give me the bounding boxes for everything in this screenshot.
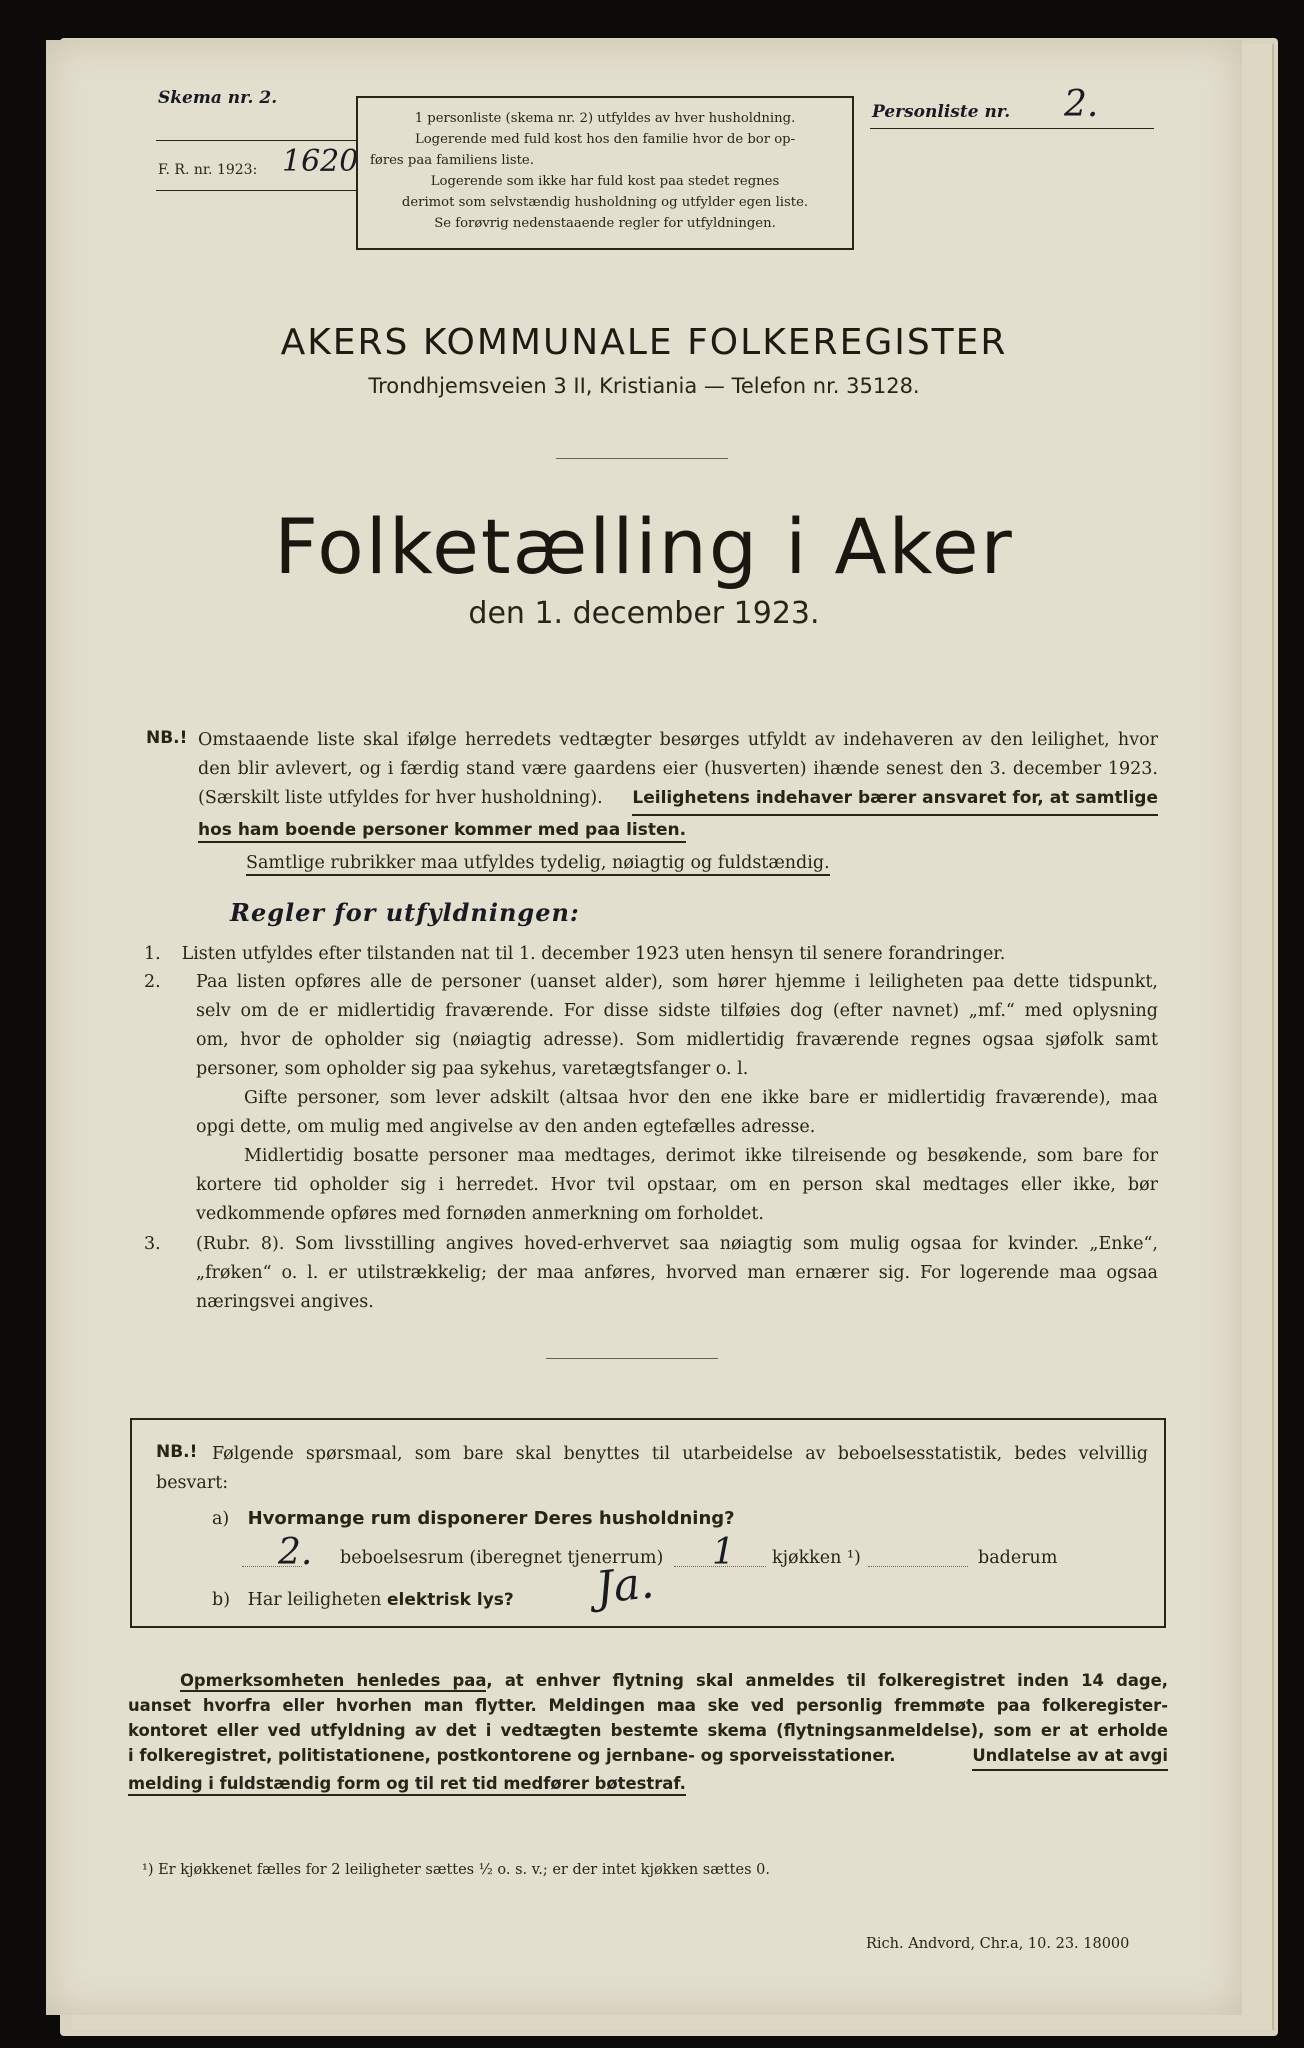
- nb1-line-5: [198, 849, 1158, 878]
- box-line-5: derimot som selvstændig husholdning og utfylder egen liste.: [401, 195, 809, 210]
- nb2-intro-line-2: besvart:: [156, 1473, 229, 1493]
- kitchen-label: kjøkken ¹): [772, 1548, 861, 1568]
- office-address: Trondhjemsveien 3 II, Kristiania — Telefon nr. 35128.: [368, 374, 920, 398]
- question-b-bold: elektrisk lys?: [387, 1590, 514, 1610]
- notice-penalty-2: melding i fuldstændig form og til ret tid medfører bøtestraf.: [128, 1774, 686, 1796]
- box-line-3: føres paa familiens liste.: [370, 153, 534, 168]
- fr-number-label: F. R. nr. 1923:: [158, 162, 258, 178]
- rooms-answer-row: [242, 1532, 1142, 1580]
- rule-2-line-7: Midlertidig bosatte personer maa medtages, derimot ikke tilreisende og besøkende, som bare for: [244, 1146, 1158, 1166]
- box-line-4: Logerende som ikke har fuld kost paa stedet regnes: [430, 174, 780, 189]
- kitchen-value: 1: [712, 1532, 735, 1573]
- notice-underline-start: [180, 1690, 486, 1692]
- nb2-label: NB.!: [156, 1442, 198, 1462]
- notice-line-4: [128, 1743, 1168, 1771]
- rule-2-line-4: personer, som opholder sig paa sykehus, varetægtsfanger o. l.: [196, 1059, 749, 1079]
- rule-3-line-1: (Rubr. 8). Som livsstilling angives hoved-erhvervet saa nøiagtig som mulig ogsaa for kvinder. „Enke“,: [196, 1234, 1158, 1254]
- printer-imprint: Rich. Andvord, Chr.a, 10. 23. 18000: [866, 1936, 1130, 1952]
- rule-2-line-5: Gifte personer, som lever adskilt (altsaa hvor den ene ikke bare er midlertidig fraværende), maa: [244, 1088, 1158, 1108]
- rule-3-line-3: næringsvei angives.: [196, 1292, 374, 1312]
- notice-line-4-text: i folkeregistret, politistationene, postkontorene og jernbane- og sporveisstationer.: [128, 1746, 896, 1765]
- nb1-line-3: [198, 784, 1158, 816]
- nb1-line-2: den blir avlevert, og i færdig stand være gaardens eier (husverten) ihænde senest den 3. december 1923.: [198, 759, 1158, 779]
- notice-line-1: Opmerksomheten henledes paa, at enhver flytning skal anmeldes til folkeregistret inden 14 dage,: [180, 1671, 1168, 1690]
- personliste-rule: [870, 128, 1154, 129]
- rule-2-line-8: kortere tid opholder sig i herredet. Hvor tvil opstaar, om en person skal medtages eller ikke, bør: [196, 1175, 1158, 1195]
- notice-line-2: uanset hvorfra eller hvorhen man flytter. Meldingen maa ske ved personlig fremmøte paa folkeregister-: [128, 1696, 1168, 1715]
- notice-line-3: kontoret eller ved utfyldning av det i vedtægten bestemte skema (flytningsanmeldelse), som er at erholde: [128, 1721, 1168, 1740]
- fr-number-value: 1620: [282, 144, 359, 179]
- rule-2-number: 2.: [144, 972, 161, 992]
- skema-label: Skema nr. 2.: [158, 88, 278, 108]
- nb1-responsibility-2: hos ham boende personer kommer med paa listen.: [198, 820, 686, 843]
- separator-1: [556, 458, 728, 459]
- rule-3-number: 3.: [144, 1234, 161, 1254]
- personliste-label: Personliste nr.: [872, 102, 1011, 122]
- form-date: den 1. december 1923.: [468, 596, 820, 631]
- moving-notice: [128, 1668, 1168, 1796]
- rule-2-line-9: vedkommende opføres med fornøden anmerkning om forholdet.: [196, 1204, 764, 1224]
- census-form-page: [46, 40, 1242, 2015]
- instruction-box: [356, 96, 854, 250]
- nb1-line-3-text: (Særskilt liste utfyldes for hver husholdning).: [198, 788, 603, 808]
- box-line-6: Se forøvrig nedenstaaende regler for utfyldningen.: [434, 216, 776, 231]
- footnote: ¹) Er kjøkkenet fælles for 2 leiligheter sættes ½ o. s. v.; er der intet kjøkken sættes 0.: [142, 1862, 770, 1878]
- rule-3: [144, 1230, 1158, 1317]
- question-b-text: Har leiligheten: [247, 1590, 382, 1610]
- separator-2: [546, 1358, 718, 1359]
- question-a-text: Hvormange rum disponerer Deres husholdning?: [247, 1508, 735, 1529]
- bath-label: baderum: [978, 1548, 1058, 1568]
- notice-line-5: [128, 1771, 1168, 1796]
- rules-heading: Regler for utfyldningen:: [230, 898, 580, 927]
- nb1-paragraph: [198, 726, 1158, 878]
- nb1-rubrikker: Samtlige rubrikker maa utfyldes tydelig, nøiagtig og fuldstændig.: [246, 853, 830, 876]
- personliste-value: 2.: [1064, 84, 1099, 125]
- rooms-value: 2.: [278, 1532, 313, 1573]
- rule-2-line-3: om, hvor de opholder sig (nøiagtig adresse). Som midlertidig fraværende regnes ogsaa sjøfolk samt: [196, 1030, 1158, 1050]
- rule-2-line-1: Paa listen opføres alle de personer (uanset alder), som hører hjemme i leiligheten paa dette tidspunkt,: [196, 972, 1158, 992]
- rule-1-text: Listen utfyldes efter tilstanden nat til 1. december 1923 uten hensyn til senere forandringer.: [181, 944, 1006, 964]
- rule-2-line-2: selv om de er midlertidig fraværende. For disse sidste tilføies dog (efter navnet) „mf.“ med oplysning: [196, 1001, 1158, 1021]
- question-a: [212, 1504, 735, 1534]
- question-b: [212, 1586, 514, 1615]
- rule-1: [144, 940, 1158, 969]
- rule-1-number: 1.: [144, 944, 161, 964]
- nb1-responsibility-1: Leilighetens indehaver bærer ansvaret for, at samtlige: [632, 784, 1158, 816]
- rule-2: [144, 968, 1158, 1229]
- notice-penalty-1: Undlatelse av at avgi: [972, 1743, 1168, 1771]
- nb1-line-1: Omstaaende liste skal ifølge herredets vedtægter besørges utfyldt av indehaveren av den leilighet, hvor: [198, 730, 1158, 750]
- nb2-intro-line-1: Følgende spørsmaal, som bare skal benyttes til utarbeidelse av beboelsesstatistik, bedes velvillig: [212, 1444, 1148, 1464]
- housing-statistics-box: [130, 1418, 1166, 1628]
- box-line-2: Logerende med fuld kost hos den familie hvor de bor op-: [414, 132, 796, 147]
- office-name: AKERS KOMMUNALE FOLKEREGISTER: [280, 322, 1008, 363]
- box-line-1: 1 personliste (skema nr. 2) utfyldes av hver husholdning.: [414, 111, 796, 126]
- rooms-label: beboelsesrum (iberegnet tjenerrum): [340, 1548, 664, 1568]
- nb1-line-4: [198, 816, 1158, 845]
- bath-dotted-line: [868, 1566, 968, 1567]
- electric-light-answer: Ja.: [593, 1557, 657, 1614]
- header-rule-1: [156, 140, 356, 141]
- nb1-label: NB.!: [146, 728, 188, 748]
- question-a-label: a): [212, 1509, 230, 1529]
- header-rule-2: [156, 190, 356, 191]
- rule-3-line-2: „frøken“ o. l. er utilstrækkelig; der maa anføres, hvorved man ernærer sig. For logerende maa ogsaa: [196, 1263, 1158, 1283]
- rule-2-line-6: opgi dette, om mulig med angivelse av den anden egtefælles adresse.: [196, 1117, 816, 1137]
- form-title: Folketælling i Aker: [274, 502, 1014, 591]
- question-b-label: b): [212, 1590, 231, 1610]
